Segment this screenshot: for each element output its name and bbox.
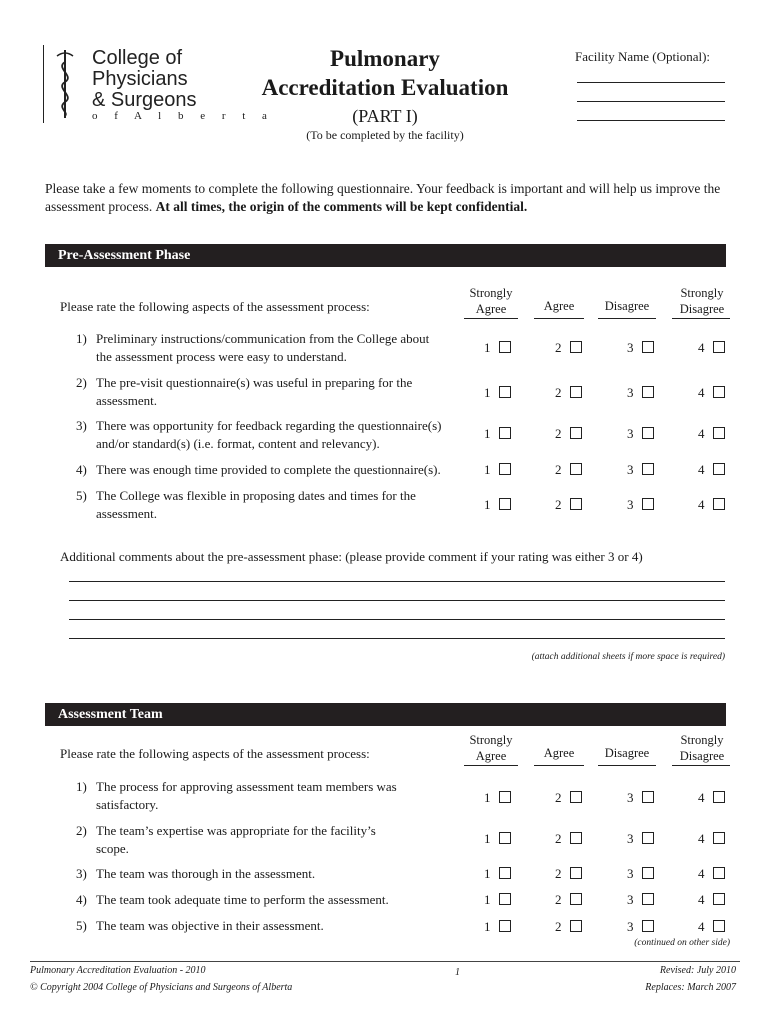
- rating-value: 2: [555, 340, 562, 355]
- rating-value: 4: [698, 831, 705, 846]
- checkbox[interactable]: [570, 791, 582, 803]
- header-strongly-disagree-1-a: Strongly: [680, 286, 724, 300]
- question-3: [76, 865, 471, 883]
- header-underline: [672, 318, 730, 319]
- question-4: [76, 891, 471, 909]
- rating-option[interactable]: [698, 919, 725, 935]
- rating-option[interactable]: [698, 790, 725, 806]
- footer-left-2: © Copyright 2004 College of Physicians and Surgeons of Alberta: [30, 982, 293, 993]
- header-underline: [672, 765, 730, 766]
- rating-option[interactable]: [484, 462, 511, 478]
- checkbox[interactable]: [499, 463, 511, 475]
- rating-option[interactable]: [627, 462, 654, 478]
- question-1: [76, 778, 471, 813]
- question-5: [76, 917, 471, 935]
- question-number: 2): [76, 375, 87, 390]
- checkbox[interactable]: [642, 386, 654, 398]
- question-2: [76, 374, 471, 409]
- header-agree-1: Agree: [543, 299, 575, 313]
- comment-line-1[interactable]: [69, 581, 725, 582]
- header-strongly-agree-2: [464, 732, 518, 764]
- header-strongly-disagree-2: [672, 732, 732, 764]
- rating-value: 4: [698, 462, 705, 477]
- rating-option[interactable]: [484, 866, 511, 882]
- question-number: 3): [76, 866, 87, 881]
- rating-option[interactable]: [627, 831, 654, 847]
- rating-value: 2: [555, 831, 562, 846]
- rating-value: 1: [484, 892, 491, 907]
- checkbox[interactable]: [570, 427, 582, 439]
- org-line-2: Physicians: [92, 68, 188, 90]
- question-text: The team took adequate time to perform the assessment.: [96, 892, 389, 907]
- section-title-assessment-team: Assessment Team: [45, 703, 726, 726]
- checkbox[interactable]: [499, 893, 511, 905]
- rating-option[interactable]: [555, 385, 582, 401]
- rating-value: 2: [555, 385, 562, 400]
- intro-text: [45, 180, 735, 216]
- rating-value: 3: [627, 340, 634, 355]
- rating-option[interactable]: [484, 385, 511, 401]
- comments-label: Additional comments about the pre-assessment phase: (please provide comment if your rating was either 3 or 4): [60, 549, 643, 564]
- rating-value: 1: [484, 340, 491, 355]
- rating-option[interactable]: [698, 866, 725, 882]
- rating-option[interactable]: [555, 831, 582, 847]
- header-strongly-disagree-1: [672, 285, 732, 317]
- checkbox[interactable]: [642, 920, 654, 932]
- header-strongly-agree-1: [464, 285, 518, 317]
- checkbox[interactable]: [713, 463, 725, 475]
- org-line-4: o f A l b e r t a: [92, 110, 274, 122]
- org-name: [92, 48, 197, 111]
- rating-value: 3: [627, 831, 634, 846]
- rating-option[interactable]: [698, 831, 725, 847]
- rating-value: 4: [698, 340, 705, 355]
- rating-option[interactable]: [698, 426, 725, 442]
- footer-right-1: Revised: July 2010: [659, 965, 736, 976]
- rating-option[interactable]: [484, 892, 511, 908]
- rating-option[interactable]: [698, 892, 725, 908]
- rating-value: 1: [484, 790, 491, 805]
- question-text: The team was thorough in the assessment.: [96, 866, 316, 881]
- rating-value: 1: [484, 462, 491, 477]
- rating-option[interactable]: [627, 866, 654, 882]
- question-number: 4): [76, 892, 87, 907]
- footer-left-1: Pulmonary Accreditation Evaluation - 2010: [30, 965, 206, 976]
- rating-value: 3: [627, 790, 634, 805]
- rating-value: 4: [698, 385, 705, 400]
- rating-option[interactable]: [627, 340, 654, 356]
- rating-value: 2: [555, 462, 562, 477]
- question-text: There was opportunity for feedback regarding the questionnaire(s) and/or standard(s) (i.e. format, content and relevancy).: [96, 418, 442, 451]
- checkbox[interactable]: [570, 867, 582, 879]
- question-2: [76, 822, 471, 857]
- comment-line-4[interactable]: [69, 638, 725, 639]
- rating-option[interactable]: [698, 385, 725, 401]
- checkbox[interactable]: [499, 791, 511, 803]
- rating-option[interactable]: [555, 790, 582, 806]
- rating-value: 1: [484, 831, 491, 846]
- rating-option[interactable]: [698, 497, 725, 513]
- header-underline: [534, 765, 584, 766]
- rating-value: 4: [698, 866, 705, 881]
- rate-prompt-1: Please rate the following aspects of the assessment process:: [60, 299, 370, 314]
- question-5: [76, 487, 471, 522]
- question-text: The team was objective in their assessment.: [96, 918, 324, 933]
- facility-line-2[interactable]: [577, 101, 725, 102]
- rating-value: 4: [698, 426, 705, 441]
- rating-value: 2: [555, 866, 562, 881]
- rating-value: 2: [555, 892, 562, 907]
- header-underline: [464, 318, 518, 319]
- rating-option[interactable]: [484, 497, 511, 513]
- rating-option[interactable]: [484, 426, 511, 442]
- org-line-3: & Surgeons: [92, 89, 197, 111]
- checkbox[interactable]: [713, 498, 725, 510]
- checkbox[interactable]: [642, 463, 654, 475]
- intro-bold: At all times, the origin of the comments will be kept confidential.: [155, 199, 528, 214]
- header-strongly-disagree-2-a: Strongly: [680, 733, 724, 747]
- rating-option[interactable]: [698, 462, 725, 478]
- facility-label: Facility Name (Optional):: [575, 49, 711, 64]
- checkbox[interactable]: [713, 832, 725, 844]
- rating-value: 3: [627, 385, 634, 400]
- question-number: 1): [76, 779, 87, 794]
- rating-option[interactable]: [627, 790, 654, 806]
- question-number: 3): [76, 418, 87, 433]
- rating-value: 4: [698, 790, 705, 805]
- header-disagree-2: Disagree: [604, 746, 650, 760]
- rating-value: 2: [555, 919, 562, 934]
- checkbox[interactable]: [570, 341, 582, 353]
- rating-value: 3: [627, 462, 634, 477]
- checkbox[interactable]: [570, 498, 582, 510]
- org-line-1: College of: [92, 47, 183, 69]
- comment-line-2[interactable]: [69, 600, 725, 601]
- rating-value: 1: [484, 497, 491, 512]
- checkbox[interactable]: [570, 463, 582, 475]
- header-strongly-disagree-1-b: Disagree: [679, 302, 725, 316]
- rating-option[interactable]: [555, 892, 582, 908]
- rating-option[interactable]: [555, 462, 582, 478]
- part-label: (PART I): [352, 106, 418, 126]
- header-underline: [598, 765, 656, 766]
- checkbox[interactable]: [570, 920, 582, 932]
- checkbox[interactable]: [499, 498, 511, 510]
- checkbox[interactable]: [499, 920, 511, 932]
- rate-prompt-2: Please rate the following aspects of the assessment process:: [60, 746, 370, 761]
- checkbox[interactable]: [713, 893, 725, 905]
- checkbox[interactable]: [570, 386, 582, 398]
- rating-value: 3: [627, 892, 634, 907]
- facility-line-3[interactable]: [577, 120, 725, 121]
- checkbox[interactable]: [499, 867, 511, 879]
- question-number: 5): [76, 918, 87, 933]
- checkbox[interactable]: [570, 832, 582, 844]
- rating-value: 2: [555, 497, 562, 512]
- rating-option[interactable]: [555, 340, 582, 356]
- question-1: [76, 330, 471, 365]
- rating-value: 3: [627, 426, 634, 441]
- facility-line-1[interactable]: [577, 82, 725, 83]
- page-number: 1: [455, 967, 460, 978]
- checkbox[interactable]: [642, 498, 654, 510]
- checkbox[interactable]: [642, 427, 654, 439]
- rating-value: 4: [698, 497, 705, 512]
- header-agree-2: Agree: [543, 746, 575, 760]
- question-text: There was enough time provided to complete the questionnaire(s).: [96, 462, 441, 477]
- rating-value: 3: [627, 497, 634, 512]
- rating-value: 1: [484, 919, 491, 934]
- header-underline: [598, 318, 656, 319]
- question-text: The College was flexible in proposing dates and times for the assessment.: [96, 488, 416, 521]
- question-number: 5): [76, 488, 87, 503]
- attach-note: (attach additional sheets if more space is required): [531, 652, 725, 662]
- checkbox[interactable]: [499, 386, 511, 398]
- rating-value: 3: [627, 866, 634, 881]
- rating-option[interactable]: [484, 919, 511, 935]
- footer-right-2: Replaces: March 2007: [645, 982, 736, 993]
- header-strongly-agree-2-a: Strongly: [469, 733, 513, 747]
- section-title-pre-assessment: Pre-Assessment Phase: [45, 244, 726, 267]
- rating-option[interactable]: [484, 831, 511, 847]
- header-strongly-agree-1-a: Strongly: [469, 286, 513, 300]
- subtitle: (To be completed by the facility): [306, 128, 464, 142]
- rating-option[interactable]: [555, 497, 582, 513]
- checkbox[interactable]: [713, 791, 725, 803]
- checkbox[interactable]: [642, 341, 654, 353]
- checkbox[interactable]: [499, 427, 511, 439]
- question-text: Preliminary instructions/communication from the College about the assessment process were easy to understand.: [96, 331, 430, 364]
- rating-value: 4: [698, 892, 705, 907]
- rating-value: 2: [555, 426, 562, 441]
- question-text: The process for approving assessment team members was satisfactory.: [96, 779, 397, 812]
- question-text: The pre-visit questionnaire(s) was useful in preparing for the assessment.: [96, 375, 413, 408]
- rating-value: 1: [484, 385, 491, 400]
- intro-body: Please take a few moments to complete the following questionnaire. Your feedback is important and will help us improve the assessment process.: [45, 181, 721, 214]
- checkbox[interactable]: [642, 893, 654, 905]
- rating-option[interactable]: [555, 426, 582, 442]
- checkbox[interactable]: [713, 867, 725, 879]
- rating-option[interactable]: [484, 790, 511, 806]
- rating-option[interactable]: [555, 919, 582, 935]
- checkbox[interactable]: [570, 893, 582, 905]
- rating-value: 4: [698, 919, 705, 934]
- header-underline: [534, 318, 584, 319]
- question-text: The team’s expertise was appropriate for the facility’s scope.: [96, 823, 376, 856]
- caduceus-icon: [47, 48, 83, 120]
- question-number: 1): [76, 331, 87, 346]
- rating-option[interactable]: [484, 340, 511, 356]
- header-disagree-1: Disagree: [604, 299, 650, 313]
- rating-option[interactable]: [555, 866, 582, 882]
- title-line-1: Pulmonary: [330, 46, 440, 71]
- checkbox[interactable]: [499, 832, 511, 844]
- header-strongly-disagree-2-b: Disagree: [679, 749, 725, 763]
- question-number: 2): [76, 823, 87, 838]
- question-4: [76, 461, 471, 479]
- checkbox[interactable]: [713, 341, 725, 353]
- checkbox[interactable]: [642, 791, 654, 803]
- checkbox[interactable]: [713, 920, 725, 932]
- comment-line-3[interactable]: [69, 619, 725, 620]
- checkbox[interactable]: [713, 427, 725, 439]
- rating-option[interactable]: [627, 892, 654, 908]
- rating-value: 1: [484, 426, 491, 441]
- rating-value: 2: [555, 790, 562, 805]
- checkbox[interactable]: [642, 832, 654, 844]
- title-line-2: Accreditation Evaluation: [261, 75, 509, 100]
- rating-value: 3: [627, 919, 634, 934]
- checkbox[interactable]: [499, 341, 511, 353]
- rating-option[interactable]: [627, 919, 654, 935]
- checkbox[interactable]: [642, 867, 654, 879]
- rating-option[interactable]: [627, 426, 654, 442]
- rating-value: 1: [484, 866, 491, 881]
- checkbox[interactable]: [713, 386, 725, 398]
- question-number: 4): [76, 462, 87, 477]
- footer-divider: [30, 961, 740, 962]
- rating-option[interactable]: [627, 385, 654, 401]
- header-strongly-agree-1-b: Agree: [475, 302, 507, 316]
- rating-option[interactable]: [627, 497, 654, 513]
- rating-option[interactable]: [698, 340, 725, 356]
- header-strongly-agree-2-b: Agree: [475, 749, 507, 763]
- continued-note: (continued on other side): [634, 938, 730, 948]
- question-3: [76, 417, 471, 452]
- header-underline: [464, 765, 518, 766]
